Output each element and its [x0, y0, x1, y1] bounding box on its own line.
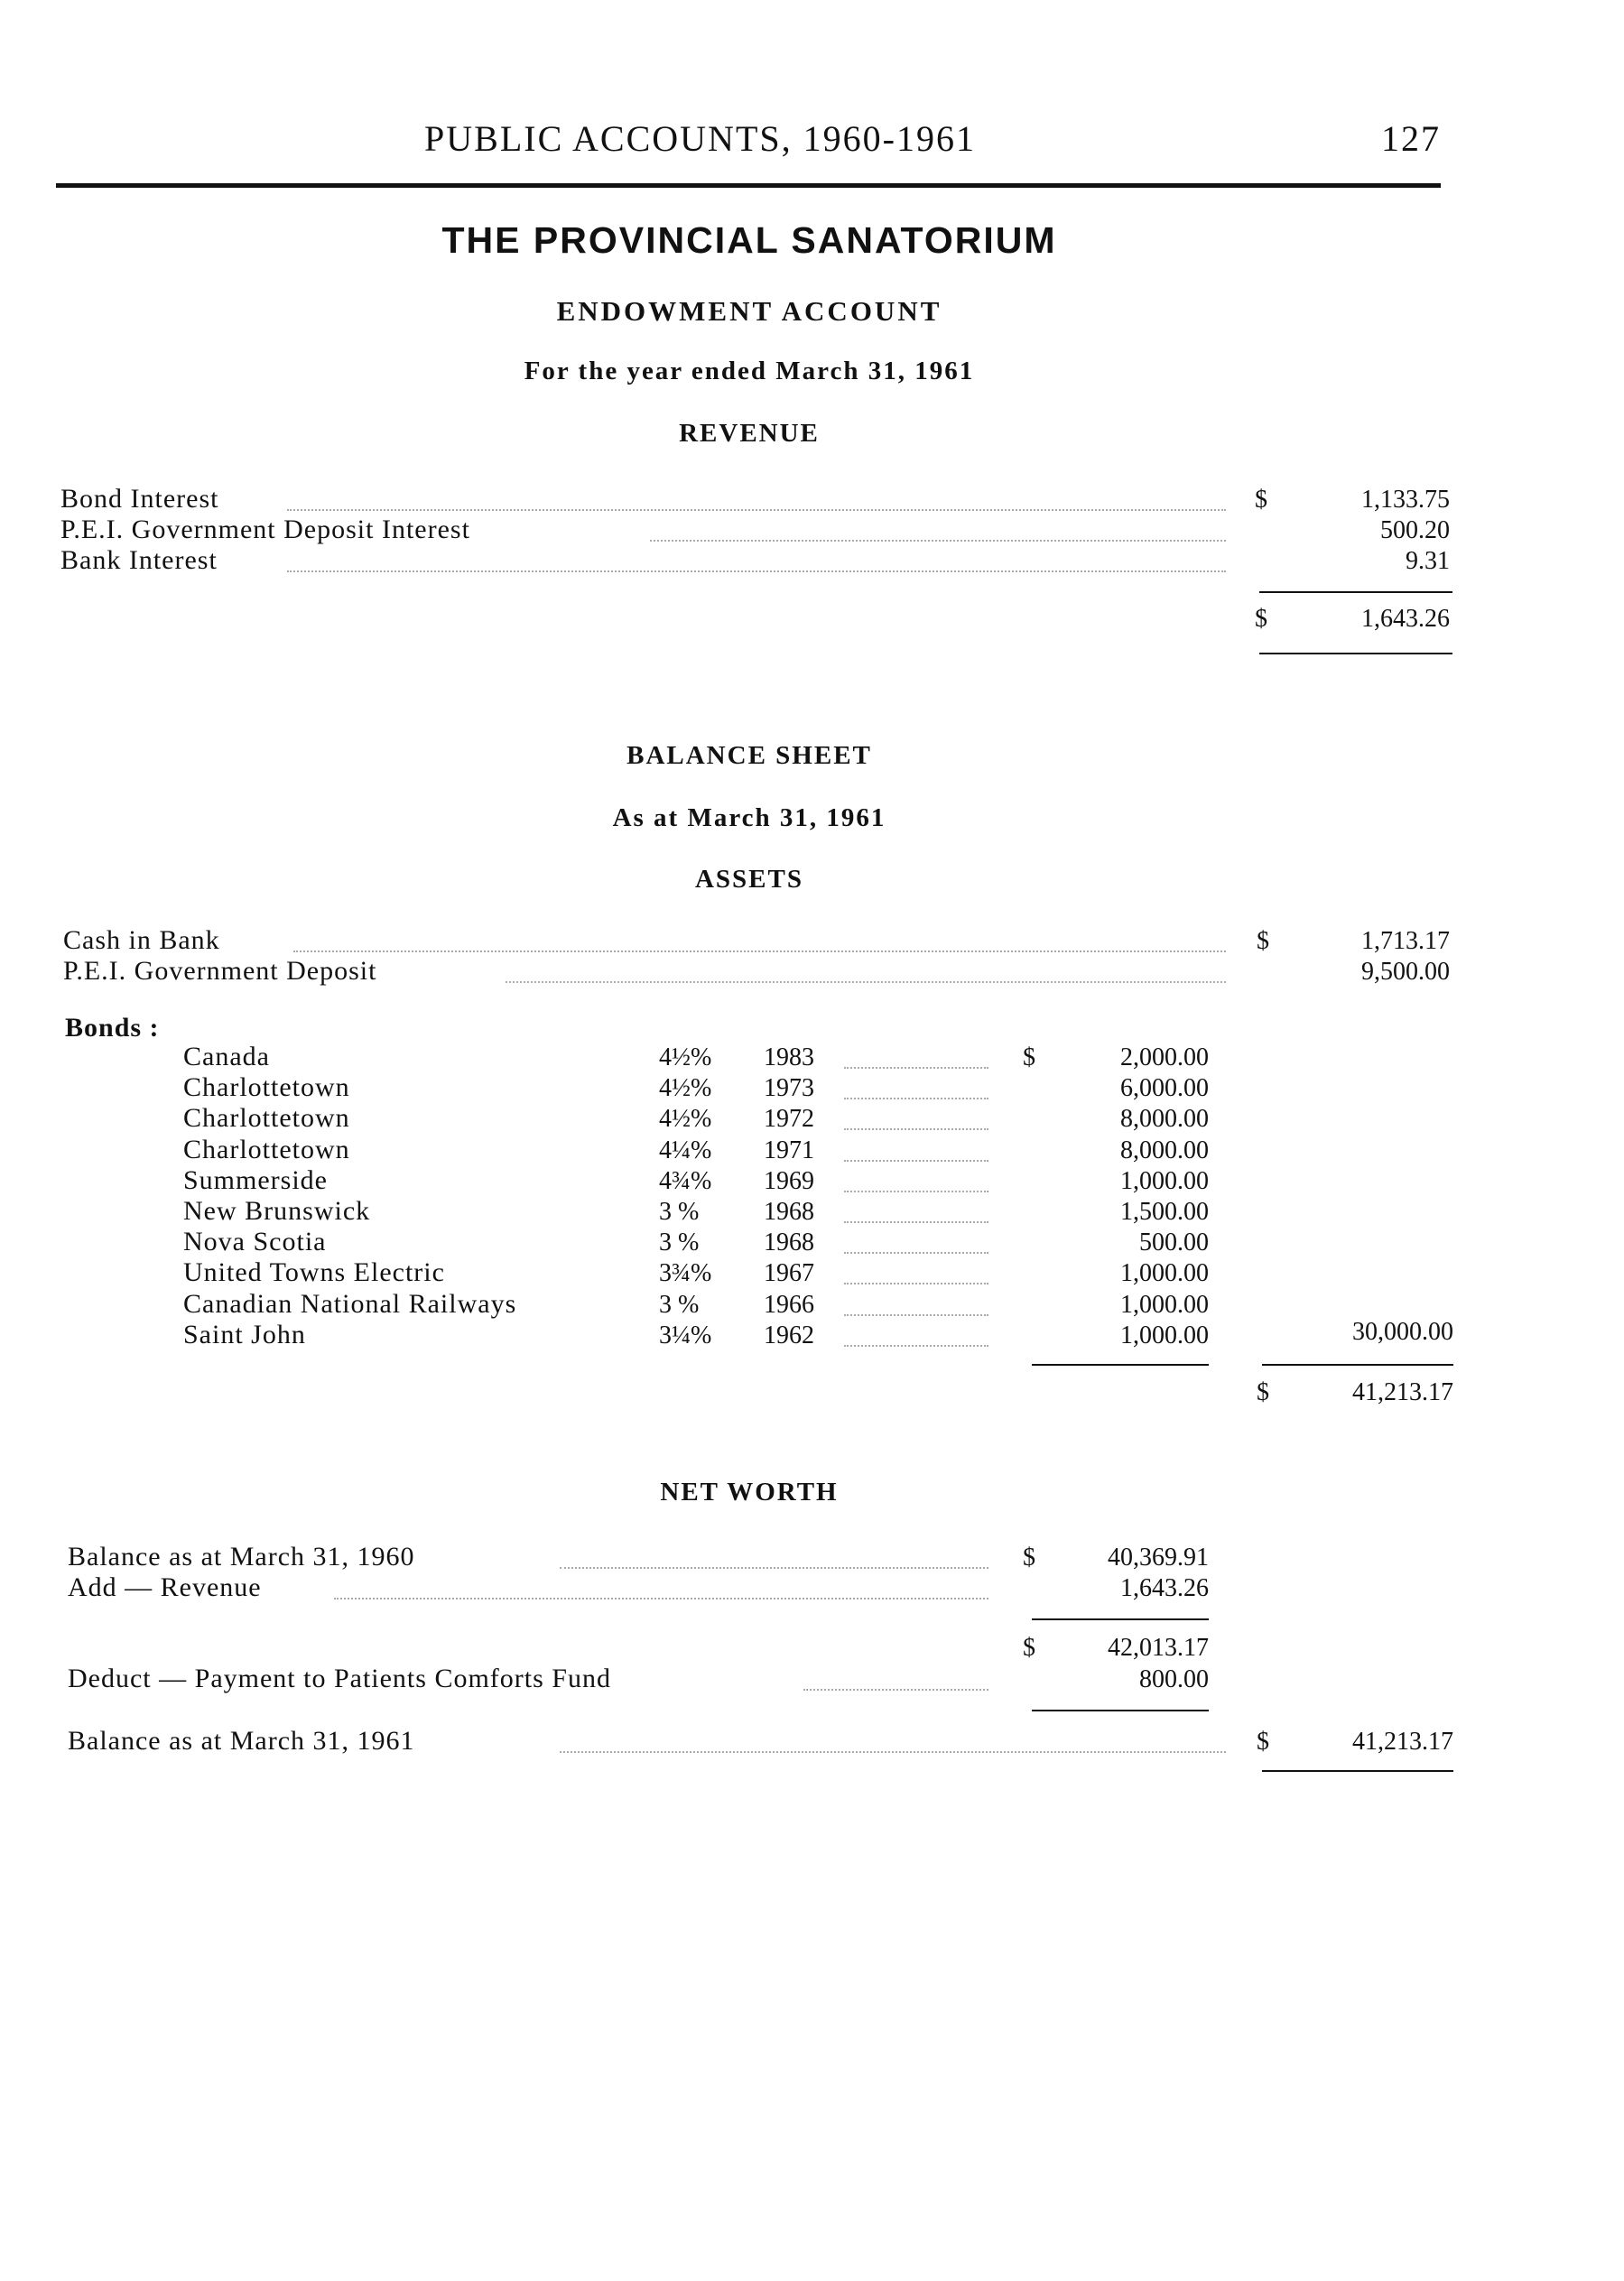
leader-dots	[506, 981, 1226, 983]
bond-rate: 3 %	[659, 1198, 700, 1226]
period-line: For the year ended March 31, 1961	[524, 357, 975, 385]
bond-issuer: Charlottetown	[183, 1135, 350, 1164]
balance-sheet-date: As at March 31, 1961	[612, 803, 886, 832]
bond-maturity-year: 1972	[764, 1105, 814, 1133]
bond-maturity-year: 1971	[764, 1136, 814, 1164]
page-number: 127	[1381, 118, 1441, 159]
leader-dots	[334, 1598, 988, 1599]
currency-sign: $	[1255, 486, 1267, 514]
currency-sign: $	[1255, 605, 1267, 633]
leader-dots	[844, 1252, 988, 1254]
add-revenue-amount: 1,643.26	[1120, 1574, 1209, 1602]
subtotal-rule	[1032, 1618, 1209, 1620]
bond-maturity-year: 1969	[764, 1167, 814, 1195]
bond-issuer: Charlottetown	[183, 1103, 350, 1133]
currency-sign: $	[1023, 1634, 1035, 1662]
leader-dots	[293, 950, 1226, 952]
bond-amount: 2,000.00	[1120, 1043, 1209, 1071]
leader-dots	[287, 509, 1226, 511]
bond-amount: 500.00	[1139, 1229, 1209, 1256]
leader-dots	[844, 1098, 988, 1099]
bond-issuer: New Brunswick	[183, 1196, 371, 1226]
revenue-amount: 500.20	[1380, 516, 1450, 544]
running-title: PUBLIC ACCOUNTS, 1960-1961	[424, 118, 976, 159]
bond-amount: 8,000.00	[1120, 1136, 1209, 1164]
currency-sign: $	[1023, 1043, 1035, 1071]
leader-dots	[844, 1128, 988, 1130]
assets-total: 41,213.17	[1352, 1378, 1453, 1406]
bond-column-rule	[1032, 1364, 1209, 1366]
opening-balance-amount: 40,369.91	[1108, 1544, 1209, 1572]
leader-dots	[844, 1283, 988, 1284]
balance-sheet-heading: BALANCE SHEET	[626, 741, 872, 770]
leader-dots	[803, 1689, 988, 1691]
bond-maturity-year: 1968	[764, 1229, 814, 1256]
bond-maturity-year: 1983	[764, 1043, 814, 1071]
bond-maturity-year: 1967	[764, 1259, 814, 1287]
asset-label: Cash in Bank	[63, 925, 220, 955]
bonds-label: Bonds :	[65, 1013, 160, 1043]
bond-amount: 1,000.00	[1120, 1259, 1209, 1287]
subtotal-rule	[1262, 1364, 1453, 1366]
asset-amount: 1,713.17	[1361, 927, 1450, 955]
net-worth-subtotal: 42,013.17	[1108, 1634, 1209, 1662]
asset-label: P.E.I. Government Deposit	[63, 956, 377, 986]
deduct-label: Deduct — Payment to Patients Comforts Fund	[68, 1664, 611, 1693]
bond-issuer: Nova Scotia	[183, 1227, 327, 1256]
leader-dots	[650, 540, 1226, 542]
bond-issuer: United Towns Electric	[183, 1257, 445, 1287]
bonds-total: 30,000.00	[1352, 1318, 1453, 1346]
leader-dots	[844, 1345, 988, 1347]
bond-issuer: Canada	[183, 1042, 270, 1071]
bond-rate: 4½%	[659, 1043, 712, 1071]
bond-maturity-year: 1968	[764, 1198, 814, 1226]
net-worth-heading: NET WORTH	[660, 1478, 839, 1507]
revenue-heading: REVENUE	[679, 419, 820, 448]
bond-amount: 1,500.00	[1120, 1198, 1209, 1226]
page-title: THE PROVINCIAL SANATORIUM	[441, 219, 1057, 261]
bond-rate: 4¾%	[659, 1167, 712, 1195]
bond-rate: 3 %	[659, 1291, 700, 1319]
closing-balance-label: Balance as at March 31, 1961	[68, 1726, 415, 1756]
bond-amount: 1,000.00	[1120, 1321, 1209, 1349]
bond-amount: 1,000.00	[1120, 1291, 1209, 1319]
leader-dots	[844, 1314, 988, 1316]
revenue-amount: 9.31	[1406, 547, 1450, 575]
leader-dots	[844, 1160, 988, 1162]
bond-rate: 4½%	[659, 1074, 712, 1102]
subtotal-rule	[1032, 1710, 1209, 1711]
bond-amount: 1,000.00	[1120, 1167, 1209, 1195]
deduct-amount: 800.00	[1139, 1665, 1209, 1693]
bond-rate: 4½%	[659, 1105, 712, 1133]
closing-balance-amount: 41,213.17	[1352, 1728, 1453, 1756]
subtotal-rule	[1259, 591, 1452, 593]
bond-rate: 4¼%	[659, 1136, 712, 1164]
currency-sign: $	[1257, 1728, 1269, 1756]
bond-rate: 3¾%	[659, 1259, 712, 1287]
leader-dots	[560, 1751, 1226, 1753]
page-subtitle: ENDOWMENT ACCOUNT	[556, 295, 942, 327]
opening-balance-label: Balance as at March 31, 1960	[68, 1542, 415, 1572]
bond-maturity-year: 1973	[764, 1074, 814, 1102]
bond-rate: 3¼%	[659, 1321, 712, 1349]
revenue-label: Bond Interest	[60, 484, 219, 514]
revenue-label: P.E.I. Government Deposit Interest	[60, 515, 470, 544]
currency-sign: $	[1257, 1378, 1269, 1406]
leader-dots	[844, 1221, 988, 1223]
add-revenue-label: Add — Revenue	[68, 1572, 262, 1602]
currency-sign: $	[1023, 1544, 1035, 1572]
bond-maturity-year: 1962	[764, 1321, 814, 1349]
currency-sign: $	[1257, 927, 1269, 955]
leader-dots	[287, 570, 1226, 572]
bond-issuer: Charlottetown	[183, 1072, 350, 1102]
bond-issuer: Summerside	[183, 1165, 328, 1195]
leader-dots	[844, 1067, 988, 1069]
header-rule	[56, 183, 1441, 188]
revenue-amount: 1,133.75	[1361, 486, 1450, 514]
revenue-total: 1,643.26	[1361, 605, 1450, 633]
total-rule	[1262, 1770, 1453, 1772]
bond-maturity-year: 1966	[764, 1291, 814, 1319]
revenue-label: Bank Interest	[60, 545, 218, 575]
bond-issuer: Saint John	[183, 1320, 306, 1349]
total-rule	[1259, 653, 1452, 654]
bond-amount: 6,000.00	[1120, 1074, 1209, 1102]
bond-rate: 3 %	[659, 1229, 700, 1256]
bond-issuer: Canadian National Railways	[183, 1289, 517, 1319]
leader-dots	[844, 1191, 988, 1192]
assets-heading: ASSETS	[694, 865, 803, 894]
bond-amount: 8,000.00	[1120, 1105, 1209, 1133]
leader-dots	[560, 1567, 988, 1569]
asset-amount: 9,500.00	[1361, 958, 1450, 986]
